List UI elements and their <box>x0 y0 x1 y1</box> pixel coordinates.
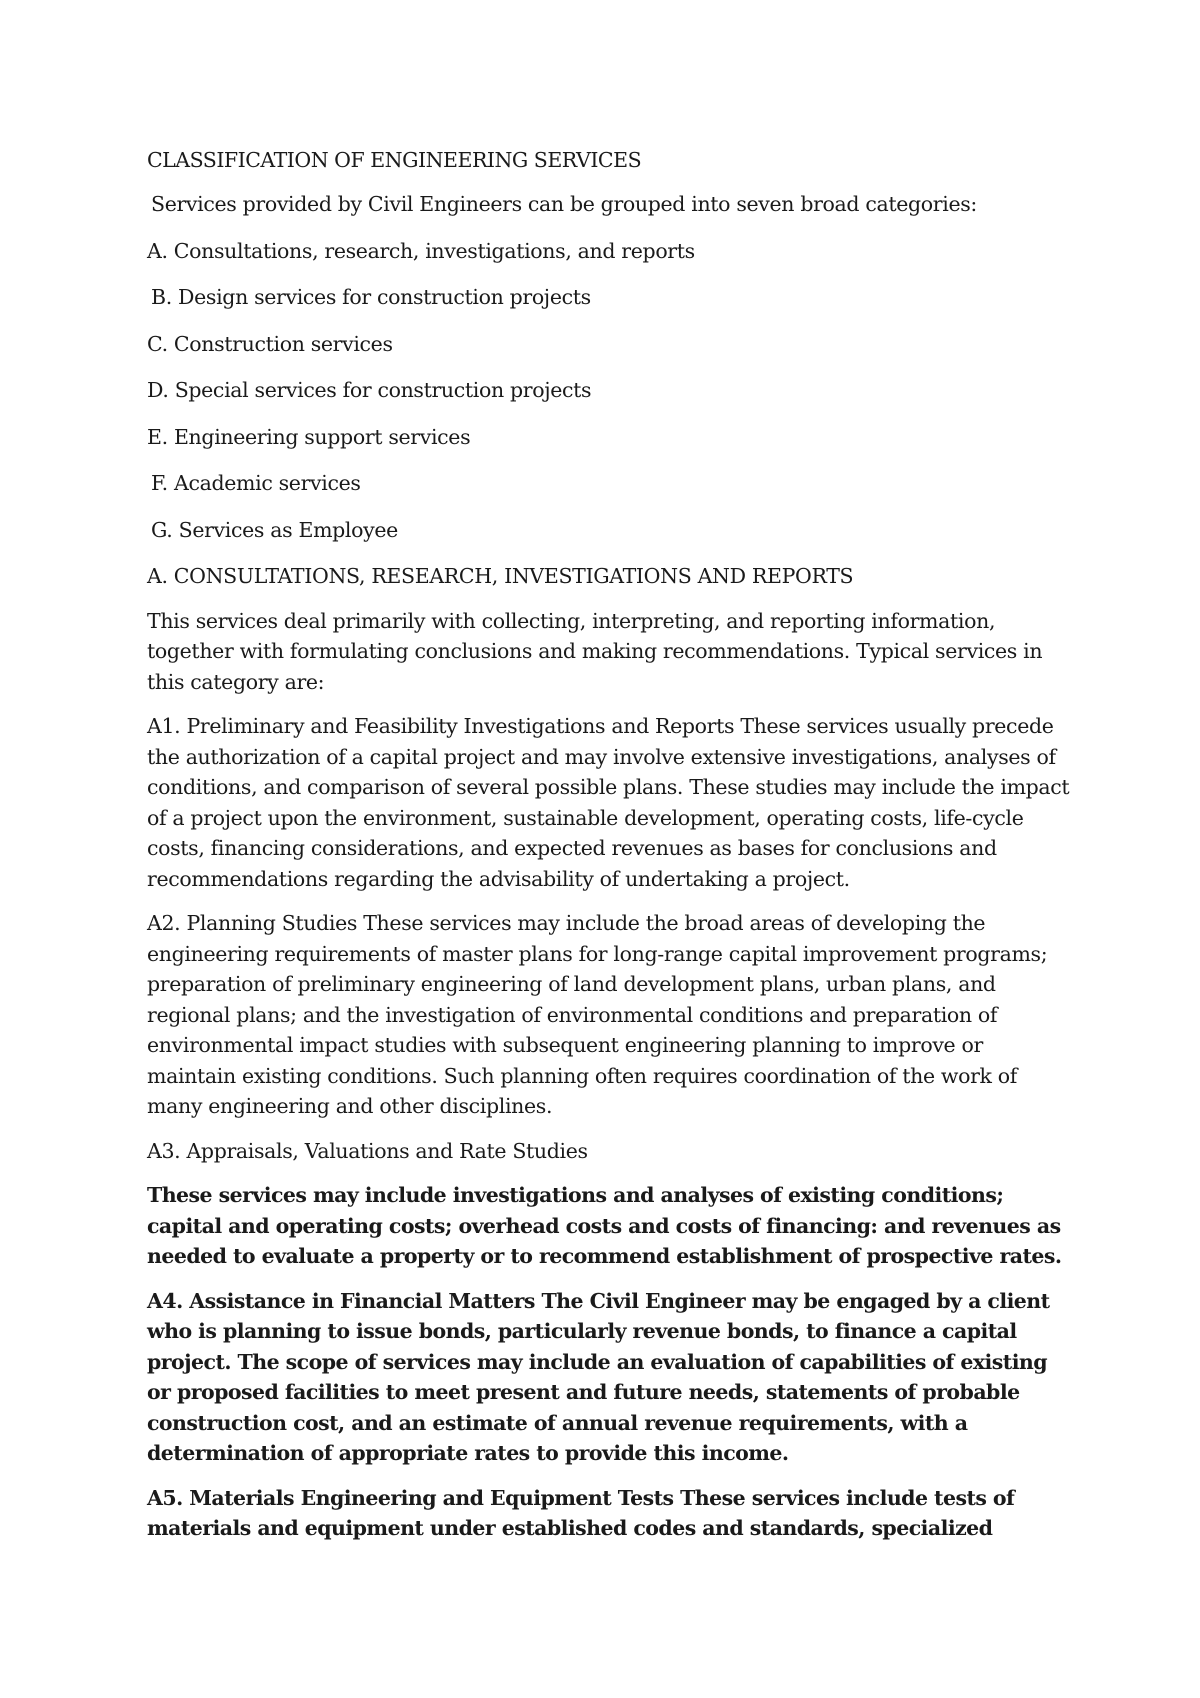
section-a-intro: This services deal primarily with collecting, interpreting, and reporting information, together with formulating conclusions and making recommendations. Typical services in this category are: <box>147 608 1043 694</box>
paragraph-a3-body: These services may include investigations and analyses of existing conditions; capital and operating costs; overhead costs and costs of financing: and revenues as needed to evaluate a property or to recommend establishment of prospective rates. <box>147 1183 1062 1268</box>
category-list <box>147 236 1077 546</box>
category-item-f: F. Academic services <box>151 471 361 495</box>
document-title: CLASSIFICATION OF ENGINEERING SERVICES <box>147 148 642 172</box>
paragraph-a1: A1. Preliminary and Feasibility Investigations and Reports These services usually precede the authorization of a capital project and may involve extensive investigations, analyses of conditions, and comparison of several possible plans. These studies may include the impact of a project upon the environment, sustainable development, operating costs, life-cycle costs, financing considerations, and expected revenues as bases for conclusions and recommendations regarding the advisability of undertaking a project. <box>147 714 1070 891</box>
section-a-title: A. CONSULTATIONS, RESEARCH, INVESTIGATIONS AND REPORTS <box>147 564 854 588</box>
intro-paragraph: Services provided by Civil Engineers can be grouped into seven broad categories: <box>151 192 977 216</box>
category-item-a: A. Consultations, research, investigations, and reports <box>147 238 695 263</box>
category-item-b: B. Design services for construction projects <box>151 285 591 309</box>
category-item-e: E. Engineering support services <box>147 424 471 449</box>
paragraph-a2: A2. Planning Studies These services may include the broad areas of developing the engineering requirements of master plans for long-range capital improvement programs; preparation of preliminary engineering of land development plans, urban plans, and regional plans; and the investigation of environmental conditions and preparation of environmental impact studies with subsequent engineering planning to improve or maintain existing conditions. Such planning often requires coordination of the work of many engineering and other disciplines. <box>147 911 1048 1118</box>
document-body <box>147 145 1077 1558</box>
paragraph-a3-title: A3. Appraisals, Valuations and Rate Studies <box>147 1138 588 1163</box>
category-item-g: G. Services as Employee <box>151 517 398 542</box>
paragraph-a4: A4. Assistance in Financial Matters The Civil Engineer may be engaged by a client who is planning to issue bonds, particularly revenue bonds, to finance a capital project. The scope of services may include an evaluation of capabilities of existing or proposed facilities to meet present and future needs, statements of probable construction cost, and an estimate of annual revenue requirements, with a determination of appropriate rates to provide this income. <box>147 1288 1050 1465</box>
category-item-c: C. Construction services <box>147 331 393 356</box>
category-item-d: D. Special services for construction projects <box>147 378 592 402</box>
paragraph-a5: A5. Materials Engineering and Equipment Tests These services include tests of materials and equipment under established codes and standards, specialized <box>147 1485 1015 1540</box>
